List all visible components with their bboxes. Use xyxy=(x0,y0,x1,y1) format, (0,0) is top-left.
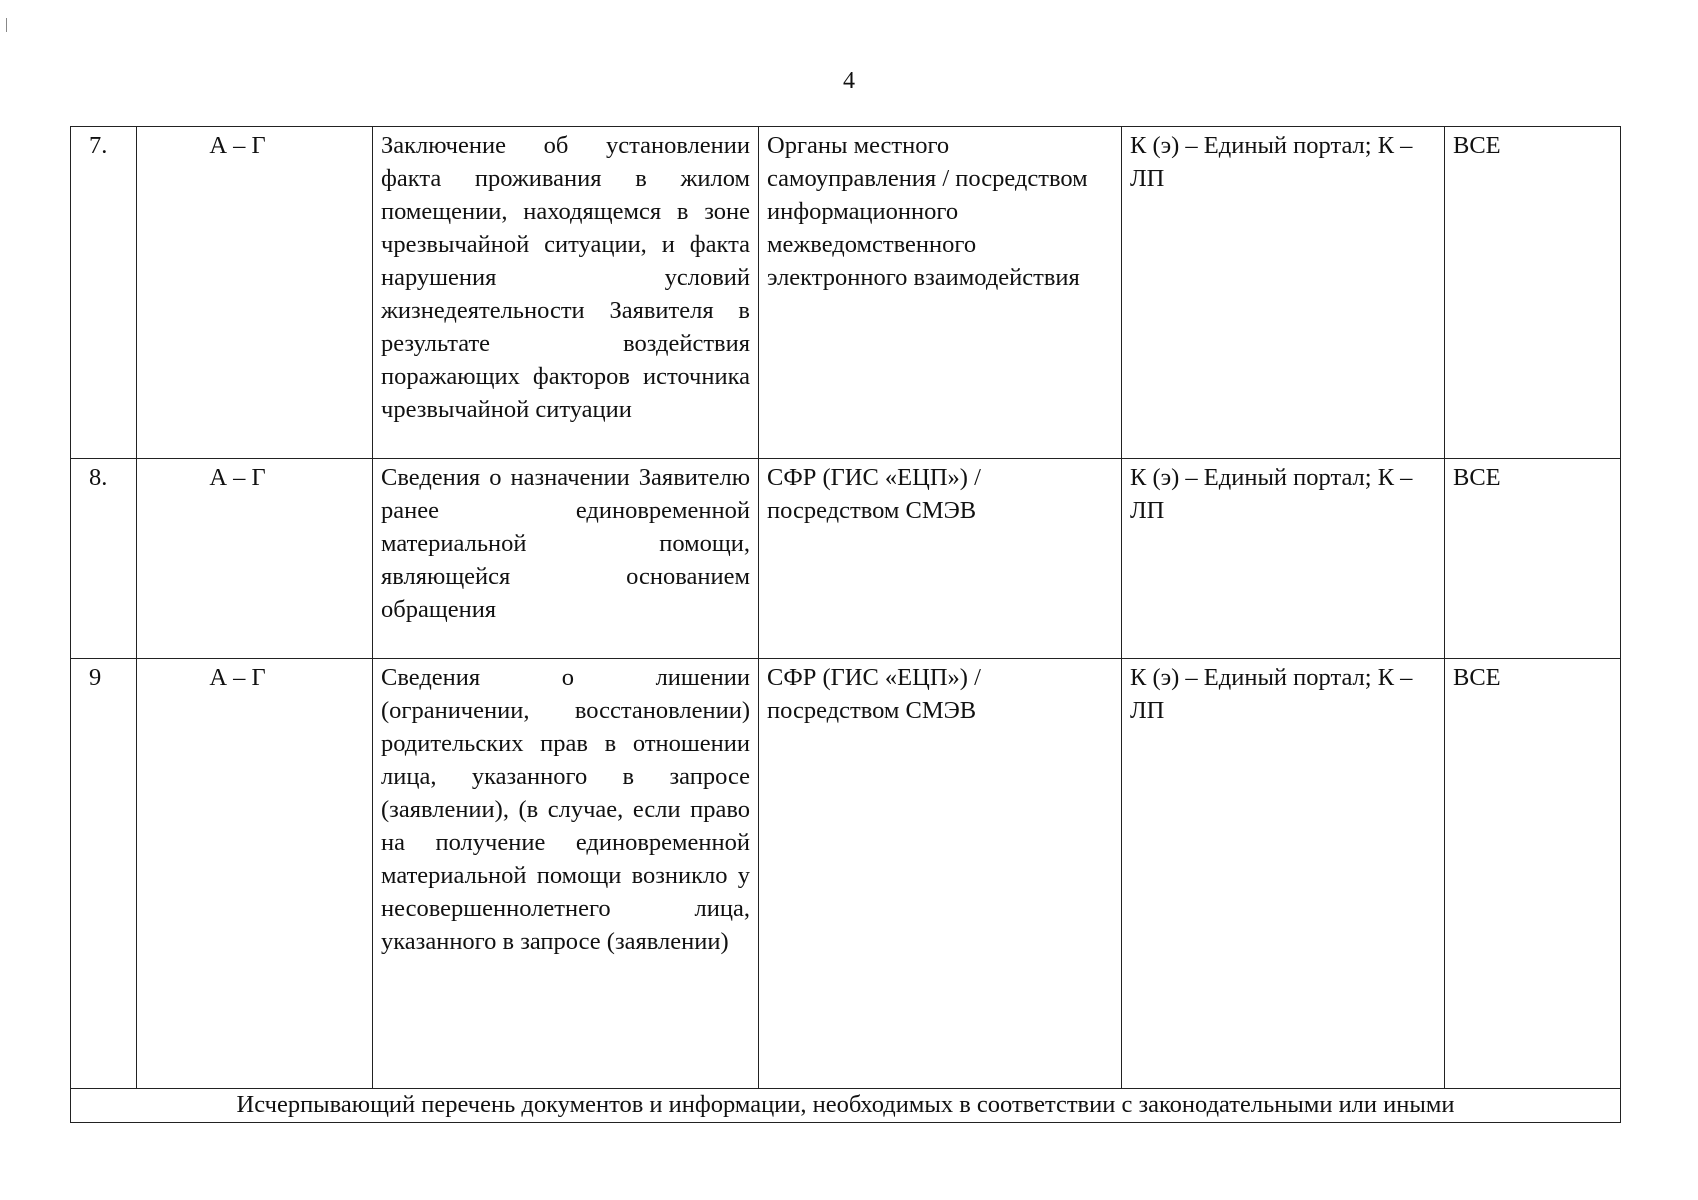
row-channel: К (э) – Единый портал; К – ЛП xyxy=(1122,459,1445,659)
row-letters-text: А – Г xyxy=(209,664,266,691)
table-row xyxy=(71,127,1621,459)
table-row xyxy=(71,659,1621,1089)
section-heading: Исчерпывающий перечень документов и информации, необходимых в соответствии с законодательными или иными xyxy=(71,1089,1621,1123)
row-document-name: Заключение об установлении факта проживания в жилом помещении, находящемся в зоне чрезвычайной ситуации, и факта нарушения условий жизнедеятельности Заявителя в результате воздействия поражающих факторов источника чрезвычайной ситуации xyxy=(373,127,759,459)
row-category: ВСЕ xyxy=(1445,659,1621,1089)
row-channel: К (э) – Единый портал; К – ЛП xyxy=(1122,659,1445,1089)
row-category: ВСЕ xyxy=(1445,459,1621,659)
row-document-name: Сведения о назначении Заявителю ранее единовременной материальной помощи, являющейся основанием обращения xyxy=(373,459,759,659)
row-source: СФР (ГИС «ЕЦП») /посредством СМЭВ xyxy=(759,459,1122,659)
row-letters-text: А – Г xyxy=(209,132,266,159)
scan-artifact-mark xyxy=(6,18,7,32)
documents-table xyxy=(70,126,1621,1123)
row-number: 9 xyxy=(71,659,137,1089)
page-number: 4 xyxy=(843,68,855,94)
row-source: СФР (ГИС «ЕЦП») /посредством СМЭВ xyxy=(759,659,1122,1089)
row-source: Органы местного самоуправления / посредством информационного межведомственного электронного взаимодействия xyxy=(759,127,1122,459)
row-channel: К (э) – Единый портал; К – ЛП xyxy=(1122,127,1445,459)
row-letters xyxy=(137,127,373,459)
row-number: 8. xyxy=(71,459,137,659)
row-letters xyxy=(137,659,373,1089)
row-letters xyxy=(137,459,373,659)
row-document-name: Сведения о лишении (ограничении, восстановлении) родительских прав в отношении лица, указанного в запросе (заявлении), (в случае, если право на получение единовременной материальной помощи возникло у несовершеннолетнего лица, указанного в запросе (заявлении) xyxy=(373,659,759,1089)
row-category: ВСЕ xyxy=(1445,127,1621,459)
table-row xyxy=(71,459,1621,659)
row-letters-text: А – Г xyxy=(209,464,266,491)
row-number: 7. xyxy=(71,127,137,459)
table-section-heading-row xyxy=(71,1089,1621,1123)
